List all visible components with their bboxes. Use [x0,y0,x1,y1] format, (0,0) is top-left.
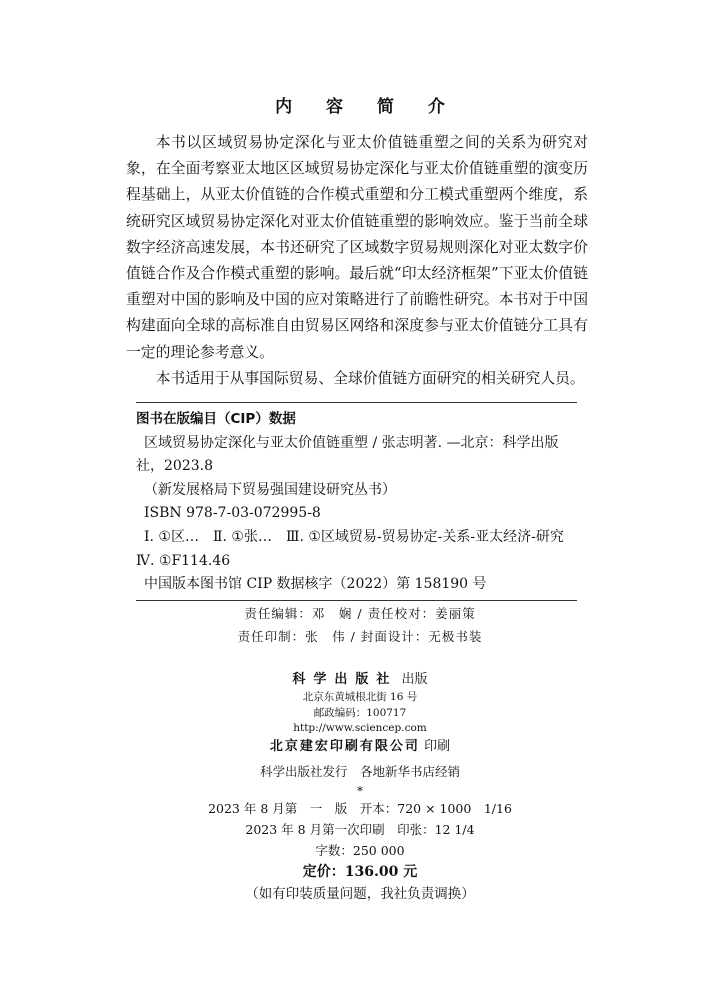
publisher-postal-code: 邮政编码：100717 [313,706,407,719]
cip-series: （新发展格局下贸易强国建设研究丛书） [144,481,396,498]
distribution-info: 科学出版社发行 各地新华书店经销 [259,763,460,779]
publisher-line [0,670,720,690]
cip-verification: 中国版本图书馆 CIP 数据核字（2022）第 158190 号 [144,576,487,593]
editor-credits [0,602,720,648]
printer-line [0,737,720,757]
summary-paragraph-1: 本书以区域贸易协定深化与亚太价值链重塑之间的关系为研究对象，在全面考察亚太地区区域贸易协定深化与亚太价值链重塑的演变历程基础上，从亚太价值链的合作模式重塑和分工模式重塑两个维度，系统研究区域贸易协定深化对亚太价值链重塑的影响效应。鉴于当前全球数字经济高速发展，本书还研究了区域数字贸易规则深化对亚太数字价值链合作及合作模式重塑的影响。最后就“印太经济框架”下亚太价值链重塑对中国的影响及中国的应对策略进行了前瞻性研究。本书对于中国构建面向全球的高标准自由贸易区网络和深度参与亚太价值链分工具有一定的理论参考意义。 [126,134,588,361]
editor-credit-line-2: 责任印制：张 伟 / 封面设计：无极书装 [237,629,483,644]
price: 定价：136.00 元 [302,863,418,880]
quality-notice: （如有印装质量问题，我社负责调换） [245,885,475,902]
publisher-url: http://www.sciencep.com [293,722,427,734]
editor-credit-line-1: 责任编辑：邓 娴 / 责任校对：姜丽策 [244,606,476,621]
cip-entry: 区域贸易协定深化与亚太价值链重塑 / 张志明著. —北京：科学出版社，2023.8 [136,434,559,475]
page-title: 内 容 简 介 [275,97,459,117]
separator-star: * [357,783,363,798]
publisher-address: 北京东黄城根北街 16 号 [302,691,418,703]
printer-suffix: 印刷 [419,738,451,754]
publisher-suffix: 出版 [397,672,428,687]
content-summary [126,130,588,392]
publisher-name: 科学出版社 [292,672,398,687]
printing-info: 2023 年 8 月第一次印刷 印张：12 1/4 [245,821,475,837]
publication-info [0,670,720,905]
cip-isbn: ISBN 978-7-03-072995-8 [144,505,321,522]
word-count: 字数：250 000 [315,842,405,858]
summary-paragraph-2: 本书适用于从事国际贸易、全球价值链方面研究的相关研究人员。 [155,369,585,387]
printer-name: 北京建宏印刷有限公司 [269,738,420,754]
edition-info: 2023 年 8 月第 一 版 开本：720 × 1000 1/16 [208,800,512,816]
cip-data-block [136,402,577,601]
cip-subjects: Ⅰ. ①区… Ⅱ. ①张… Ⅲ. ①区域贸易-贸易协定-关系-亚太经济-研究 Ⅳ. ①F114.46 [136,528,578,569]
cip-header: 图书在版编目（CIP）数据 [136,411,296,427]
